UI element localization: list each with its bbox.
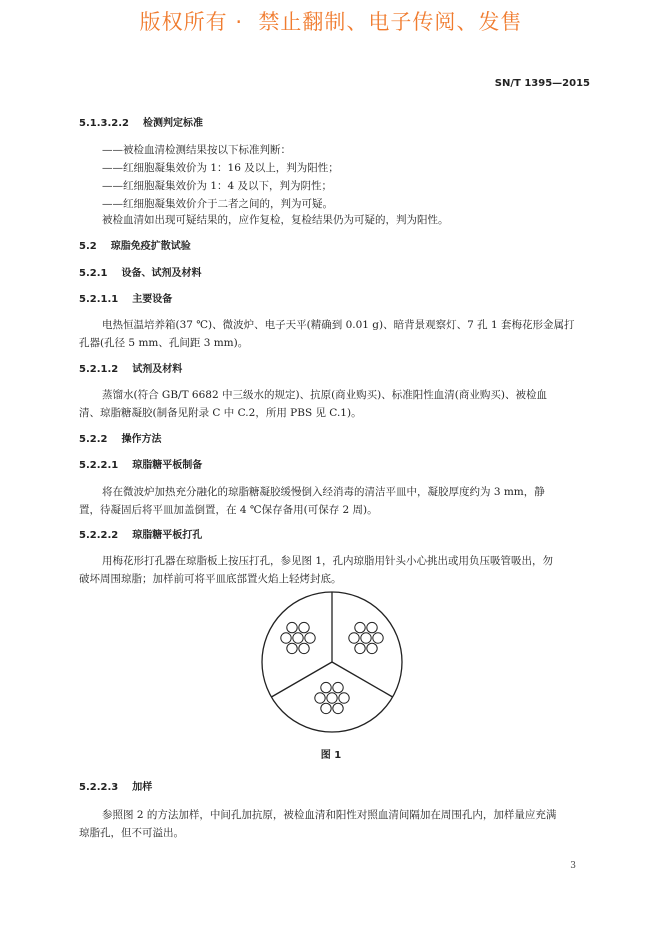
section-title: 琼脂糖平板打孔 (132, 530, 203, 541)
section-title: 试剂及材料 (132, 364, 183, 375)
peripheral-well (299, 622, 309, 632)
section-title: 琼脂糖平板制备 (132, 460, 203, 471)
punch-line-1: 用梅花形打孔器在琼脂板上按压打孔，参见图 1，孔内琼脂用针头小心挑出或用负压吸管吸出，勿 (102, 555, 554, 567)
reagents-line-2: 清、琼脂糖凝胶(制备见附录 C 中 C.2，所用 PBS 见 C.1)。 (79, 407, 362, 419)
center-well (293, 633, 303, 643)
section-number: 5.2.1.1 (79, 294, 119, 305)
sample-line-2: 琼脂孔，但不可溢出。 (79, 827, 184, 839)
heading-5-1-3-2-2 (79, 117, 599, 131)
criteria-line-2: ——红细胞凝集效价为 1：16 及以上，判为阳性； (102, 162, 339, 174)
peripheral-well (355, 622, 365, 632)
section-number: 5.2.2.2 (79, 530, 119, 541)
criteria-line-1: ——被检血清检测结果按以下标准判断： (102, 144, 291, 156)
peripheral-well (287, 622, 297, 632)
heading-5-2-1-1 (79, 293, 599, 307)
peripheral-well (333, 703, 343, 713)
section-title: 主要设备 (132, 294, 173, 305)
peripheral-well (299, 643, 309, 653)
heading-5-2-2-3 (79, 781, 599, 795)
center-well (361, 633, 371, 643)
page-number: 3 (570, 861, 576, 871)
section-number: 5.2.1 (79, 268, 108, 279)
plate-line-1: 将在微波炉加热充分融化的琼脂糖凝胶缓慢倒入经消毒的清洁平皿中，凝胶厚度约为 3 mm，静 (102, 486, 545, 498)
section-title: 操作方法 (121, 434, 162, 445)
reagents-line-1: 蒸馏水(符合 GB/T 6682 中三级水的规定)、抗原(商业购买)、标准阳性血清(商业购买)、被检血 (102, 389, 547, 401)
peripheral-well (287, 643, 297, 653)
section-title: 琼脂免疫扩散试验 (110, 241, 191, 252)
criteria-line-3: ——红细胞凝集效价为 1：4 及以下，判为阴性； (102, 180, 333, 192)
peripheral-well (367, 643, 377, 653)
peripheral-well (349, 633, 359, 643)
section-number: 5.2.2.1 (79, 460, 119, 471)
punch-line-2: 破坏周围琼脂；加样前可将平皿底部置火焰上轻烤封底。 (79, 573, 342, 585)
figure-1-caption: 图 1 (320, 750, 342, 761)
equipment-line-1: 电热恒温培养箱(37 ℃)、微波炉、电子天平(精确到 0.01 g)、暗背景观察灯、7 孔 1 套梅花形金属打 (102, 319, 575, 331)
peripheral-well (305, 633, 315, 643)
section-number: 5.2.1.2 (79, 364, 119, 375)
heading-5-2-2-1 (79, 459, 599, 473)
heading-5-2-2 (79, 433, 599, 447)
peripheral-well (315, 693, 325, 703)
center-well (327, 693, 337, 703)
peripheral-well (333, 682, 343, 692)
equipment-line-2: 孔器(孔径 5 mm、孔间距 3 mm)。 (79, 337, 249, 349)
section-title: 检测判定标准 (143, 118, 203, 129)
peripheral-well (367, 622, 377, 632)
heading-5-2-1 (79, 267, 599, 281)
section-title: 设备、试剂及材料 (121, 268, 202, 279)
heading-5-2 (79, 240, 599, 254)
peripheral-well (281, 633, 291, 643)
plate-line-2: 置，待凝固后将平皿加盖倒置，在 4 ℃保存备用(可保存 2 周)。 (79, 504, 378, 516)
criteria-note: 被检血清如出现可疑结果的，应作复检，复检结果仍为可疑的，判为阳性。 (102, 214, 449, 226)
sample-line-1: 参照图 2 的方法加样，中间孔加抗原，被检血清和阳性对照血清间隔加在周围孔内，加样量应充满 (102, 809, 557, 821)
standard-number: SN/T 1395—2015 (494, 78, 590, 89)
criteria-line-4: ——红细胞凝集效价介于二者之间的，判为可疑。 (102, 198, 333, 210)
section-number: 5.2.2.3 (79, 782, 119, 793)
heading-5-2-1-2 (79, 363, 599, 377)
copyright-watermark: 版权所有 · 禁止翻制、电子传阅、发售 (139, 10, 523, 34)
section-title: 加样 (132, 782, 153, 793)
peripheral-well (339, 693, 349, 703)
peripheral-well (373, 633, 383, 643)
peripheral-well (355, 643, 365, 653)
heading-5-2-2-2 (79, 529, 599, 543)
peripheral-well (321, 703, 331, 713)
peripheral-well (321, 682, 331, 692)
section-number: 5.2 (79, 241, 97, 252)
section-number: 5.1.3.2.2 (79, 118, 129, 129)
section-number: 5.2.2 (79, 434, 108, 445)
figure-1-plate-diagram (260, 590, 404, 734)
